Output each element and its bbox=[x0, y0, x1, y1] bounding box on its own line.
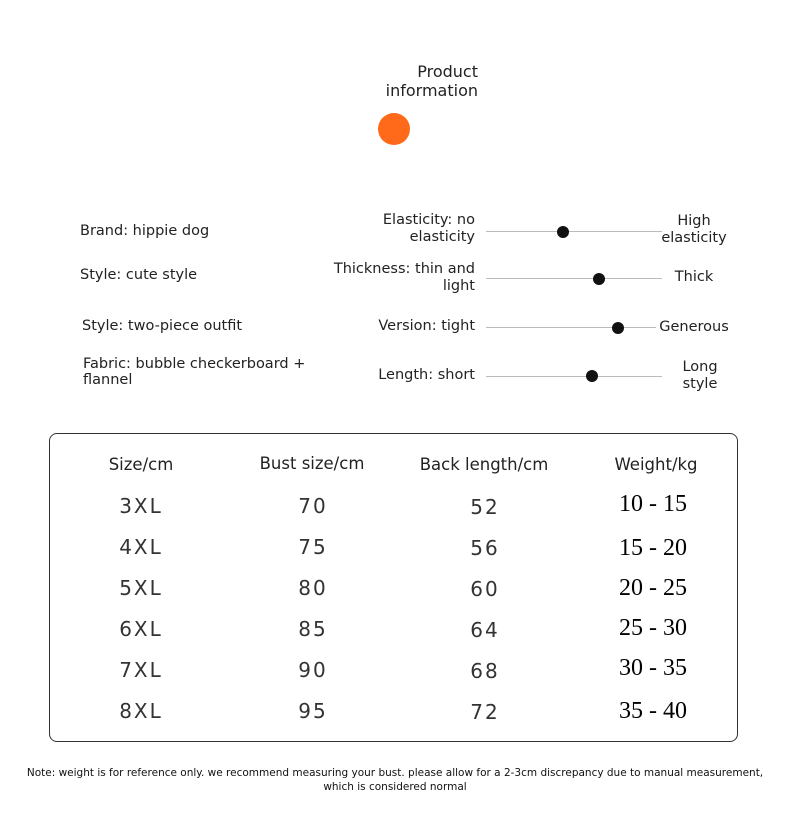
scale-left-label bbox=[334, 261, 475, 295]
scale-left-line: light bbox=[442, 278, 475, 294]
scale-left-line: Elasticity: no bbox=[382, 212, 475, 228]
cell-size: 3XL bbox=[119, 494, 163, 518]
table-header-back-length: Back length/cm bbox=[419, 455, 549, 474]
cell-weight: 15 - 20 bbox=[619, 535, 687, 561]
attr-style-2: Style: two-piece outfit bbox=[82, 318, 243, 334]
size-table bbox=[49, 433, 738, 742]
footnote-line-1: Note: weight is for reference only. we recommend measuring your bust. please allow for a 2-3cm discrepancy due to manual measurement, bbox=[26, 767, 764, 779]
cell-bust: 80 bbox=[298, 576, 328, 600]
scale-left-label bbox=[383, 212, 475, 246]
cell-weight: 35 - 40 bbox=[619, 698, 687, 724]
scale-right-line: Long bbox=[682, 359, 718, 375]
cell-bust: 95 bbox=[298, 699, 328, 723]
title-line-1: Product bbox=[417, 62, 478, 81]
footnote-line-2: which is considered normal bbox=[323, 781, 467, 793]
scale-right-label bbox=[658, 213, 730, 247]
scale-left-line: Length: short bbox=[378, 367, 475, 383]
scale-left-line: Version: tight bbox=[378, 318, 475, 334]
cell-back-length: 56 bbox=[470, 536, 500, 560]
scale-knob bbox=[612, 322, 624, 334]
scale-track bbox=[486, 278, 662, 279]
cell-weight: 30 - 35 bbox=[619, 655, 687, 681]
scale-right-line: High bbox=[677, 213, 711, 229]
cell-bust: 70 bbox=[298, 494, 328, 518]
title-line-2: information bbox=[385, 81, 478, 100]
attr-fabric: Fabric: bubble checkerboard + flannel bbox=[83, 356, 306, 388]
scale-right-label bbox=[664, 269, 724, 286]
table-header-weight: Weight/kg bbox=[614, 455, 698, 474]
scale-right-line: elasticity bbox=[661, 230, 727, 246]
cell-weight: 20 - 25 bbox=[619, 575, 687, 601]
cell-bust: 85 bbox=[298, 617, 328, 641]
cell-back-length: 60 bbox=[470, 577, 500, 601]
cell-size: 5XL bbox=[119, 576, 163, 600]
attr-style-1: Style: cute style bbox=[80, 267, 198, 283]
scale-track bbox=[486, 231, 662, 232]
scale-left-line: Thickness: thin and bbox=[333, 261, 475, 277]
scale-left-label bbox=[378, 367, 475, 384]
scale-track bbox=[486, 376, 662, 377]
scale-knob bbox=[557, 226, 569, 238]
scale-right-line: style bbox=[682, 376, 718, 392]
footnote bbox=[20, 766, 770, 794]
cell-back-length: 68 bbox=[470, 659, 500, 683]
scale-right-line: Thick bbox=[674, 269, 714, 285]
cell-weight: 10 - 15 bbox=[619, 491, 687, 517]
scale-right-label bbox=[668, 359, 732, 393]
cell-back-length: 64 bbox=[470, 618, 500, 642]
cell-back-length: 52 bbox=[470, 495, 500, 519]
cell-size: 6XL bbox=[119, 617, 163, 641]
cell-back-length: 72 bbox=[470, 700, 500, 724]
cell-size: 4XL bbox=[119, 535, 163, 559]
table-header-bust: Bust size/cm bbox=[259, 454, 365, 473]
scale-right-line: Generous bbox=[659, 319, 729, 335]
cell-size: 8XL bbox=[119, 699, 163, 723]
scale-knob bbox=[586, 370, 598, 382]
cell-bust: 90 bbox=[298, 658, 328, 682]
cell-size: 7XL bbox=[119, 658, 163, 682]
scale-knob bbox=[593, 273, 605, 285]
cell-bust: 75 bbox=[298, 535, 328, 559]
product-info-title bbox=[330, 62, 478, 100]
scale-track bbox=[486, 327, 656, 328]
scale-left-label bbox=[378, 318, 475, 335]
orange-circle-icon bbox=[378, 113, 410, 145]
table-header-size: Size/cm bbox=[108, 455, 174, 474]
scale-right-label bbox=[658, 319, 730, 336]
scale-left-line: elasticity bbox=[409, 229, 475, 245]
cell-weight: 25 - 30 bbox=[619, 615, 687, 641]
attr-brand: Brand: hippie dog bbox=[80, 223, 210, 239]
